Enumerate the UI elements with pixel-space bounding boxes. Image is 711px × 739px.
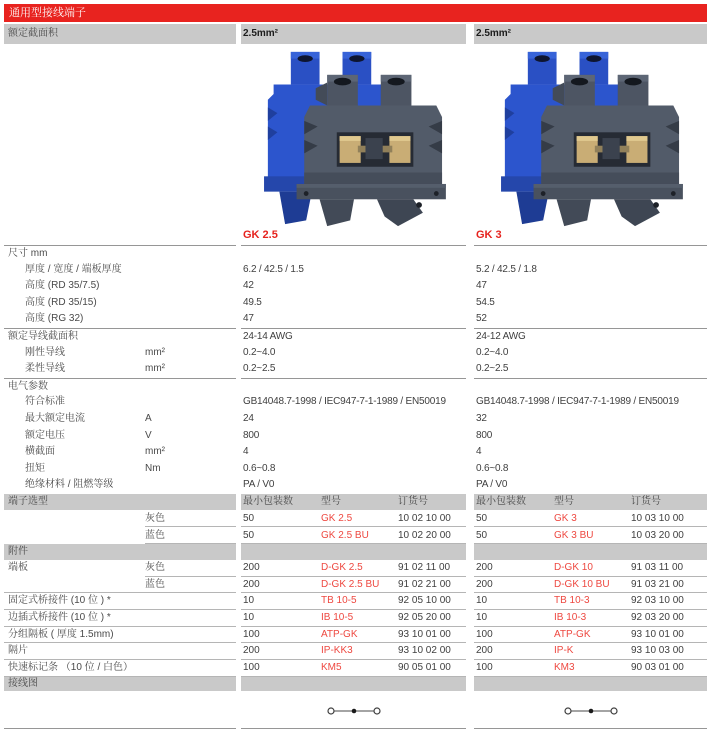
spec-label: 尺寸 mm [8, 248, 48, 259]
model-code: IP-K [554, 645, 574, 657]
model-code: KM3 [554, 662, 575, 674]
spec-row [4, 278, 707, 295]
spec-row [4, 311, 707, 328]
order-number: 92 05 20 00 [398, 611, 451, 623]
rated-cross-section-row [4, 24, 707, 44]
accessory-label: 边插式桥接件 (10 位 ) * [8, 611, 111, 623]
spec-value-gk25: 0.2~4.0 [243, 346, 276, 358]
min-pack-qty: 50 [243, 512, 255, 524]
spec-value-gk25: PA / V0 [243, 479, 275, 491]
model-code: GK 2.5 [321, 512, 353, 524]
min-pack-qty: 100 [476, 662, 493, 674]
min-pack-qty: 50 [476, 529, 488, 541]
order-number: 92 05 10 00 [398, 595, 451, 607]
spec-value-gk3: 0.2~2.5 [476, 363, 509, 375]
spec-label: 扭矩 [25, 462, 45, 474]
spec-value-gk25: 47 [243, 313, 254, 325]
min-pack-qty: 100 [243, 662, 260, 674]
spec-label: 横截面 [25, 446, 55, 458]
model-code: GK 3 BU [554, 529, 594, 541]
col-header-order-no: 订货号 [631, 495, 661, 507]
rated-cross-section-label: 额定截面积 [4, 24, 236, 44]
spec-label: 电气参数 [8, 380, 48, 392]
wiring-band-label: 接线图 [4, 677, 236, 691]
accessory-label [4, 579, 8, 590]
spec-label: 高度 (RG 32) [25, 313, 84, 325]
order-number: 91 02 11 00 [398, 561, 451, 573]
spec-row [4, 378, 707, 395]
spec-label: 刚性导线 [25, 346, 65, 358]
spec-row [4, 328, 707, 345]
spec-unit: Nm [145, 462, 161, 474]
spec-row [4, 295, 707, 312]
spec-unit: mm² [145, 346, 165, 358]
spec-row [4, 262, 707, 279]
spec-label: 柔性导线 [25, 363, 65, 375]
spec-value-gk3: 0.2~4.0 [476, 346, 509, 358]
accessory-label: 端板 [8, 561, 28, 573]
model-code: KM5 [321, 662, 342, 674]
order-number: 10 03 20 00 [631, 529, 684, 541]
spec-value-gk3: 0.6~0.8 [476, 462, 509, 474]
accessory-label: 快速标记条 （10 位 / 白色） [8, 662, 134, 674]
order-number: 91 02 21 00 [398, 578, 451, 590]
spec-label: 额定导线截面积 [8, 330, 78, 342]
wiring-diagram-symbol [326, 705, 382, 717]
accessory-row [4, 627, 707, 644]
col-header-model: 型号 [321, 495, 341, 507]
spec-unit: mm² [145, 446, 165, 458]
spec-unit: mm² [145, 363, 165, 375]
spec-label: 绝缘材料 / 阻燃等级 [25, 479, 114, 491]
spec-row [4, 345, 707, 362]
spec-label: 厚度 / 宽度 / 端板厚度 [25, 263, 122, 275]
min-pack-qty: 200 [476, 561, 493, 573]
spec-value-gk25: 0.6~0.8 [243, 462, 276, 474]
model-name-gk25: GK 2.5 [243, 229, 278, 241]
spec-row [4, 361, 707, 378]
model-code: D-GK 2.5 BU [321, 578, 380, 590]
model-code: D-GK 10 BU [554, 578, 610, 590]
spec-value-gk25: 49.5 [243, 296, 262, 308]
accessory-row [4, 560, 707, 577]
order-number: 93 10 03 00 [631, 645, 684, 657]
spec-value-gk3: 800 [476, 429, 493, 441]
product-photos-row [4, 44, 707, 228]
min-pack-qty: 10 [476, 595, 488, 607]
color-variant-label: 蓝色 [145, 529, 165, 541]
color-variant-label: 灰色 [145, 512, 165, 524]
order-number: 91 03 21 00 [631, 578, 684, 590]
selection-row [4, 510, 707, 527]
spec-row [4, 394, 707, 411]
rated-value-gk25: 2.5mm² [241, 24, 466, 44]
page-title: 通用型接线端子 [4, 4, 707, 22]
model-code: GK 3 [554, 512, 577, 524]
model-name-row [4, 228, 707, 245]
spec-value-gk3: 5.2 / 42.5 / 1.8 [476, 263, 537, 275]
spec-label: 额定电压 [25, 429, 65, 441]
min-pack-qty: 200 [243, 578, 260, 590]
col-header-order-no: 订货号 [398, 495, 428, 507]
wiring-diagram-row [4, 691, 707, 728]
accessory-label: 固定式桥接件 (10 位 ) * [8, 595, 111, 607]
terminal-block-image [254, 50, 454, 228]
spec-row [4, 461, 707, 478]
accessory-row [4, 593, 707, 610]
product-photo-gk25 [241, 44, 466, 228]
accessory-label: 分组隔板 ( 厚度 1.5mm) [8, 628, 114, 640]
spec-value-gk25: 800 [243, 429, 260, 441]
accessory-row [4, 577, 707, 594]
order-number: 91 03 11 00 [631, 561, 684, 573]
min-pack-qty: 200 [476, 645, 493, 657]
spec-value-gk25: 42 [243, 280, 254, 292]
min-pack-qty: 200 [243, 645, 260, 657]
spec-value-gk3 [474, 378, 707, 395]
model-code: GK 2.5 BU [321, 529, 369, 541]
spec-row [4, 428, 707, 445]
col-header-model: 型号 [554, 495, 574, 507]
order-number: 10 02 10 00 [398, 512, 451, 524]
selection-row [4, 527, 707, 544]
model-code: IB 10-3 [554, 611, 587, 623]
order-number: 93 10 01 00 [631, 628, 684, 640]
model-code: IB 10-5 [321, 611, 354, 623]
col-header-min-pack: 最小包装数 [476, 495, 526, 507]
spec-value-gk3: 52 [476, 313, 487, 325]
spec-value-gk3: 24-12 AWG [474, 328, 707, 345]
order-number: 92 03 20 00 [631, 611, 684, 623]
spec-row [4, 444, 707, 461]
accessories-band-label: 附件 [4, 544, 236, 560]
selection-section-header [4, 494, 707, 510]
color-variant-label: 灰色 [145, 561, 165, 573]
spec-row [4, 477, 707, 494]
min-pack-qty: 200 [476, 578, 493, 590]
spec-value-gk3: 47 [476, 280, 487, 292]
spec-unit: A [145, 412, 152, 424]
order-number: 93 10 02 00 [398, 645, 451, 657]
min-pack-qty: 50 [476, 512, 488, 524]
spec-label: 高度 (RD 35/7.5) [25, 280, 100, 292]
spec-label: 高度 (RD 35/15) [25, 296, 97, 308]
accessories-section-header [4, 544, 707, 560]
spec-value-gk3 [474, 245, 707, 262]
selection-band-label: 端子选型 [4, 494, 236, 510]
rated-value-gk3: 2.5mm² [474, 24, 707, 44]
min-pack-qty: 10 [243, 611, 255, 623]
spec-label: 符合标准 [25, 396, 65, 408]
spec-value-gk25 [241, 245, 466, 262]
spec-value-gk25: GB14048.7-1998 / IEC947-7-1-1989 / EN50019 [243, 396, 446, 408]
spec-unit: V [145, 429, 152, 441]
model-code: D-GK 2.5 [321, 561, 363, 573]
order-number: 10 03 10 00 [631, 512, 684, 524]
min-pack-qty: 200 [243, 561, 260, 573]
spec-value-gk25: 0.2~2.5 [243, 363, 276, 375]
spec-value-gk25: 4 [243, 446, 249, 458]
spec-value-gk25: 24 [243, 412, 254, 424]
order-number: 92 03 10 00 [631, 595, 684, 607]
spec-label: 最大额定电流 [25, 412, 85, 424]
model-code: ATP-GK [321, 628, 358, 640]
min-pack-qty: 50 [243, 529, 255, 541]
min-pack-qty: 100 [476, 628, 493, 640]
order-number: 90 05 01 00 [398, 662, 451, 674]
spec-value-gk3: 32 [476, 412, 487, 424]
spec-value-gk3: 54.5 [476, 296, 495, 308]
min-pack-qty: 100 [243, 628, 260, 640]
model-code: TB 10-3 [554, 595, 590, 607]
spec-row [4, 411, 707, 428]
spec-value-gk3: GB14048.7-1998 / IEC947-7-1-1989 / EN50019 [476, 396, 679, 408]
product-photo-gk3 [474, 44, 707, 228]
terminal-block-image [491, 50, 691, 228]
spec-value-gk25: 6.2 / 42.5 / 1.5 [243, 263, 304, 275]
wiring-section-header [4, 677, 707, 691]
min-pack-qty: 10 [476, 611, 488, 623]
spec-value-gk25 [241, 378, 466, 395]
color-variant-label: 蓝色 [145, 578, 165, 590]
order-number: 10 02 20 00 [398, 529, 451, 541]
accessory-row [4, 610, 707, 627]
spec-value-gk25: 24-14 AWG [241, 328, 466, 345]
model-code: IP-KK3 [321, 645, 353, 657]
min-pack-qty: 10 [243, 595, 255, 607]
model-code: TB 10-5 [321, 595, 357, 607]
spec-value-gk3: 4 [476, 446, 482, 458]
accessory-row [4, 643, 707, 660]
spec-row [4, 245, 707, 262]
order-number: 90 03 01 00 [631, 662, 684, 674]
wiring-diagram-symbol [563, 705, 619, 717]
col-header-min-pack: 最小包装数 [243, 495, 293, 507]
order-number: 93 10 01 00 [398, 628, 451, 640]
model-code: ATP-GK [554, 628, 591, 640]
accessory-label: 隔片 [8, 645, 28, 657]
spec-value-gk3: PA / V0 [476, 479, 508, 491]
model-name-gk3: GK 3 [476, 229, 502, 241]
accessory-row [4, 660, 707, 677]
model-code: D-GK 10 [554, 561, 593, 573]
